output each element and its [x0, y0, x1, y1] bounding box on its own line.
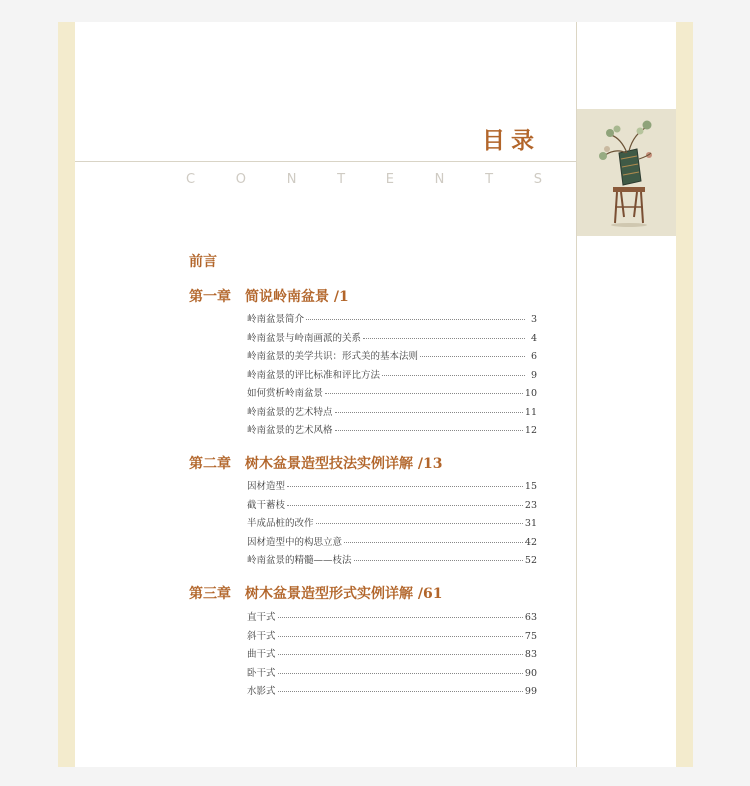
leader-dots — [382, 375, 525, 376]
entry-title: 半成品桩的改作 — [247, 518, 314, 529]
chapter-title: 树木盆景造型技法实例详解 /13 — [245, 456, 443, 472]
toc-entry[interactable] — [247, 330, 537, 349]
preface-link[interactable]: 前言 — [189, 254, 217, 270]
entry-title: 岭南盆景的艺术风格 — [247, 425, 333, 436]
entry-title: 岭南盆景的评比标准和评比方法 — [247, 369, 381, 381]
entry-page: 99 — [524, 686, 537, 697]
leader-dots — [363, 338, 525, 339]
leader-dots — [278, 691, 523, 692]
toc-entry[interactable] — [247, 628, 537, 647]
entry-page: 42 — [524, 536, 537, 548]
entry-page: 23 — [524, 499, 537, 511]
toc-entry[interactable] — [247, 683, 537, 702]
toc-entry[interactable] — [247, 422, 537, 441]
entry-title: 岭南盆景的精髓——枝法 — [247, 555, 352, 566]
chapter-2-entries — [247, 478, 537, 571]
entry-page: 83 — [524, 649, 537, 660]
leader-dots — [278, 654, 523, 655]
contents-subtitle — [186, 172, 542, 187]
entry-page: 90 — [524, 667, 537, 679]
leader-dots — [325, 393, 523, 394]
leader-dots — [287, 505, 523, 506]
entry-title: 如何赏析岭南盆景 — [247, 388, 324, 399]
entry-title: 水影式 — [247, 686, 276, 697]
entry-title: 岭南盆景的美学共识：形式美的基本法则 — [247, 351, 419, 362]
chapter-title: 简说岭南盆景 /1 — [245, 289, 349, 305]
leader-dots — [344, 542, 523, 543]
contents-letter: S — [533, 172, 542, 187]
entry-title: 截干蓄枝 — [247, 499, 286, 511]
entry-title: 曲干式 — [247, 649, 276, 660]
chapter-1-heading[interactable] — [189, 286, 349, 306]
contents-letter: O — [235, 172, 246, 187]
chapter-number: 第一章 — [189, 289, 231, 305]
toc-entry[interactable] — [247, 367, 537, 386]
chapter-3-entries — [247, 609, 537, 702]
entry-title: 因材造型 — [247, 481, 286, 492]
entry-page: 75 — [524, 630, 537, 642]
toc-entry[interactable] — [247, 534, 537, 553]
contents-letter: N — [286, 172, 297, 187]
toc-entry[interactable] — [247, 404, 537, 423]
entry-title: 卧干式 — [247, 667, 276, 679]
penjing-illustration — [577, 109, 676, 236]
toc-entry[interactable] — [247, 478, 537, 497]
contents-letter: T — [337, 172, 346, 187]
leader-dots — [335, 412, 523, 413]
contents-letter: C — [186, 172, 196, 187]
contents-letter: T — [485, 172, 494, 187]
entry-page: 63 — [524, 612, 537, 623]
right-decorative-band — [676, 22, 693, 767]
contents-letter: N — [434, 172, 445, 187]
entry-page: 9 — [530, 369, 537, 381]
chapter-number: 第二章 — [189, 456, 231, 472]
toc-entry[interactable] — [247, 515, 537, 534]
entry-title: 因材造型中的构思立意 — [247, 536, 343, 548]
leader-dots — [335, 430, 523, 431]
chapter-title: 树木盆景造型形式实例详解 /61 — [245, 586, 443, 602]
entry-page: 15 — [524, 481, 537, 492]
entry-page: 3 — [530, 314, 537, 325]
toc-entry[interactable] — [247, 552, 537, 571]
entry-title: 岭南盆景的艺术特点 — [247, 406, 333, 418]
leader-dots — [278, 636, 523, 637]
toc-entry[interactable] — [247, 311, 537, 330]
entry-page: 11 — [524, 406, 537, 418]
toc-entry[interactable] — [247, 348, 537, 367]
leader-dots — [316, 523, 523, 524]
leader-dots — [278, 617, 523, 618]
entry-page: 10 — [524, 388, 537, 399]
toc-title: 目录 — [482, 127, 540, 154]
entry-page: 52 — [524, 555, 537, 566]
leader-dots — [354, 560, 523, 561]
toc-entry[interactable] — [247, 609, 537, 628]
entry-page: 31 — [524, 518, 537, 529]
title-rule — [75, 161, 576, 162]
entry-page: 12 — [524, 425, 537, 436]
left-decorative-band — [58, 22, 75, 767]
entry-title: 岭南盆景简介 — [247, 314, 305, 325]
toc-entry[interactable] — [247, 646, 537, 665]
leader-dots — [278, 673, 523, 674]
entry-page: 6 — [530, 351, 537, 362]
leader-dots — [420, 356, 525, 357]
entry-page: 4 — [530, 332, 537, 344]
leader-dots — [287, 486, 523, 487]
leader-dots — [306, 319, 525, 320]
contents-letter: E — [385, 172, 394, 187]
chapter-2-heading[interactable] — [189, 453, 442, 473]
entry-title: 斜干式 — [247, 630, 276, 642]
toc-entry[interactable] — [247, 385, 537, 404]
toc-entry[interactable] — [247, 665, 537, 684]
entry-title: 直干式 — [247, 612, 276, 623]
toc-entry[interactable] — [247, 497, 537, 516]
chapter-3-heading[interactable] — [189, 583, 442, 603]
entry-title: 岭南盆景与岭南画派的关系 — [247, 332, 362, 344]
chapter-number: 第三章 — [189, 586, 231, 602]
chapter-1-entries — [247, 311, 537, 441]
